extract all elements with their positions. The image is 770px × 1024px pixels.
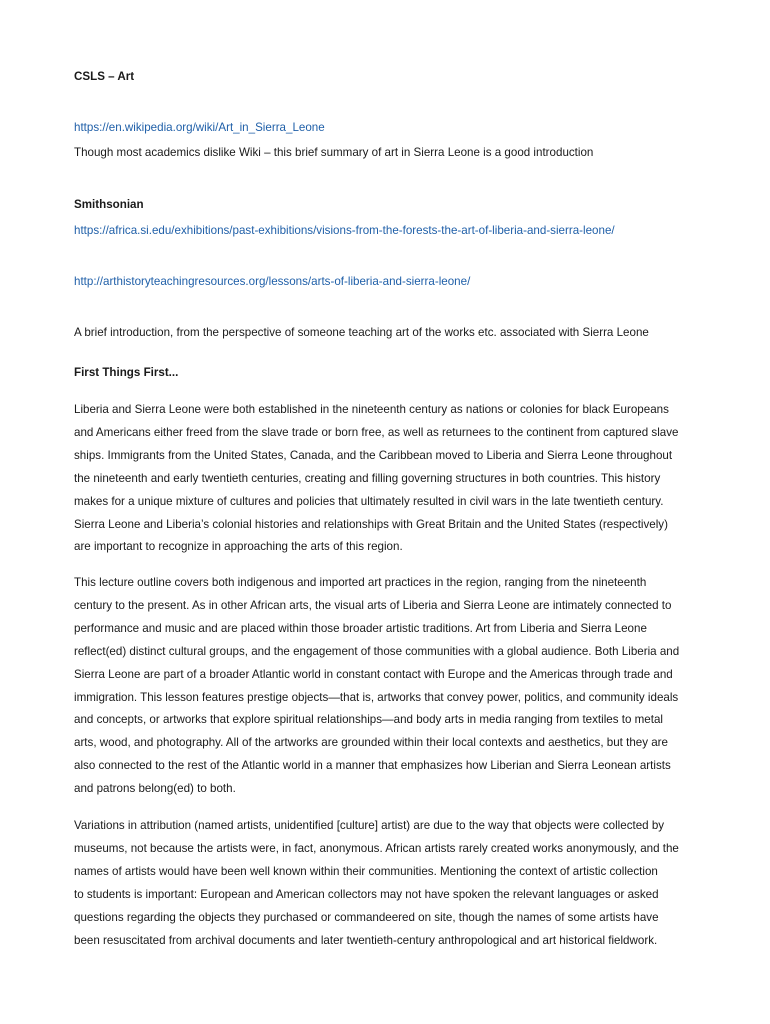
wikipedia-link[interactable]: https://en.wikipedia.org/wiki/Art_in_Sierra_Leone [74,121,325,134]
paragraph-attribution [74,815,699,952]
wikipedia-note: Though most academics dislike Wiki – this brief summary of art in Sierra Leone is a good introduction [74,146,594,159]
paragraph-line: Variations in attribution (named artists, unidentified [culture] artist) are due to the way that objects were collected by [74,819,665,832]
paragraph-line: the nineteenth and early twentieth centuries, creating and filling governing structures in both countries. This history [74,471,661,485]
paragraph-line: questions regarding the objects they purchased or commandeered on site, though the names of some artists have [74,910,659,924]
paragraph-line: and concepts, or artworks that explore spiritual relationships—and body arts in media ranging from textiles to metal [74,713,663,727]
arthistory-note: A brief introduction, from the perspective of someone teaching art of the works etc. associated with Sierra Leone [74,326,649,339]
paragraph-line: makes for a unique mixture of cultures and policies that ultimately resulted in civil wars in the late twentieth century. [74,494,664,508]
arthistory-link[interactable]: http://arthistoryteachingresources.org/lessons/arts-of-liberia-and-sierra-leone/ [74,275,471,288]
paragraph-line: reflect(ed) distinct cultural groups, and the engagement of those communities with a global audience. Both Liberia and [74,644,680,658]
document-title: CSLS – Art [74,70,135,83]
paragraph-line: arts, wood, and photography. All of the artworks are grounded within their local contexts and aesthetics, but they are [74,736,668,750]
paragraph-line: Sierra Leone and Liberia’s colonial histories and relationships with Great Britain and the United States (respectively) [74,517,668,531]
paragraph-line: and patrons belong(ed) to both. [74,782,236,796]
paragraph-line: Liberia and Sierra Leone were both established in the nineteenth century as nations or colonies for black Europeans [74,403,669,416]
smithsonian-heading: Smithsonian [74,198,144,211]
paragraph-history [74,399,699,559]
paragraph-line: to students is important: European and American collectors may not have spoken the relevant languages or asked [74,887,659,901]
paragraph-line: century to the present. As in other African arts, the visual arts of Liberia and Sierra Leone are intimately connected to [74,598,672,612]
paragraph-line: This lecture outline covers both indigenous and imported art practices in the region, ranging from the nineteenth [74,576,647,589]
paragraph-line: ships. Immigrants from the United States, Canada, and the Caribbean moved to Liberia and Sierra Leone throughout [74,448,673,462]
paragraph-line: Sierra Leone are part of a broader Atlantic world in constant contact with Europe and the Americas through trade and [74,667,673,681]
paragraph-line: are important to recognize in approaching the arts of this region. [74,540,403,554]
paragraph-line: museums, not because the artists were, in fact, anonymous. African artists rarely created works anonymously, and the [74,841,679,855]
paragraph-line: names of artists would have been well known within their communities. Mentioning the context of artistic collection [74,864,658,878]
paragraph-line: immigration. This lesson features prestige objects—that is, artworks that convey power, politics, and community ideals [74,690,679,704]
paragraph-line: and Americans either freed from the slave trade or born free, as well as returnees to the continent from captured slave [74,425,679,439]
smithsonian-link[interactable]: https://africa.si.edu/exhibitions/past-exhibitions/visions-from-the-forests-the-art-of-liberia-and-sierra-leone/ [74,224,615,237]
section-heading: First Things First... [74,366,179,379]
paragraph-lecture-outline [74,572,699,801]
paragraph-line: been resuscitated from archival documents and later twentieth-century anthropological and art historical fieldwork. [74,933,658,947]
paragraph-line: performance and music and are placed within those broader artistic traditions. Art from Liberia and Sierra Leone [74,621,647,635]
paragraph-line: also connected to the rest of the Atlantic world in a manner that emphasizes how Liberian and Sierra Leonean artists [74,759,671,773]
